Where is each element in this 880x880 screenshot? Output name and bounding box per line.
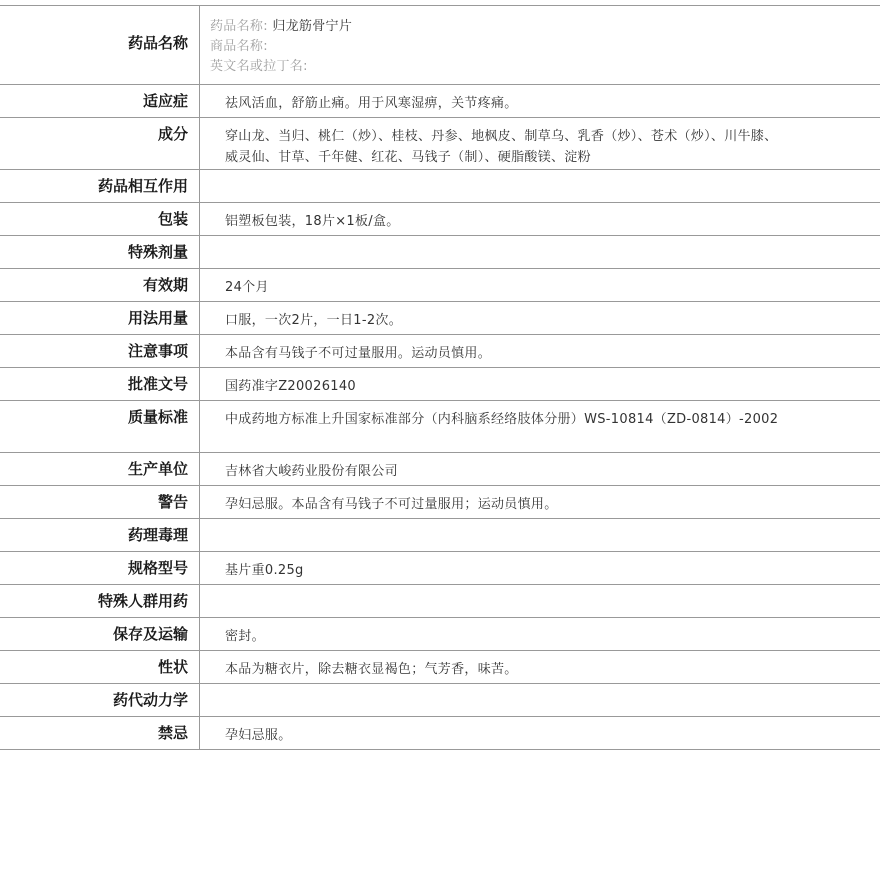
row-value: 24个月 (225, 280, 269, 295)
row-label: 药品相互作用 (0, 170, 200, 202)
row-value: 吉林省大峻药业股份有限公司 (225, 464, 398, 479)
row-value: 国药准字Z20026140 (225, 379, 356, 394)
generic-name-line (210, 17, 790, 37)
table-row (0, 170, 880, 203)
row-label: 包装 (0, 203, 200, 235)
table-row (0, 717, 880, 750)
table-row (0, 585, 880, 618)
table-row (0, 651, 880, 684)
row-label: 有效期 (0, 269, 200, 301)
row-label: 成分 (0, 118, 200, 169)
table-row (0, 85, 880, 118)
table-row (0, 453, 880, 486)
row-label: 特殊人群用药 (0, 585, 200, 617)
row-value: 本品为糖衣片，除去糖衣显褐色；气芳香，味苦。 (225, 662, 518, 677)
row-value (200, 170, 880, 202)
row-value: 基片重0.25g (225, 563, 304, 578)
row-label: 禁忌 (0, 717, 200, 749)
table-row (0, 203, 880, 236)
generic-name-value: 归龙筋骨宁片 (272, 19, 353, 34)
drug-name-values (200, 6, 880, 84)
table-row (0, 486, 880, 519)
row-value (200, 519, 880, 551)
row-label: 药理毒理 (0, 519, 200, 551)
row-label: 批准文号 (0, 368, 200, 400)
table-row (0, 368, 880, 401)
table-row (0, 118, 880, 170)
row-label: 警告 (0, 486, 200, 518)
table-row (0, 269, 880, 302)
row-value: 密封。 (225, 629, 265, 644)
row-label: 特殊剂量 (0, 236, 200, 268)
table-row (0, 335, 880, 368)
generic-name-prefix: 药品名称: (210, 19, 268, 34)
row-label: 规格型号 (0, 552, 200, 584)
row-label: 性状 (0, 651, 200, 683)
table-row (0, 302, 880, 335)
row-value: 口服，一次2片，一日1-2次。 (225, 313, 403, 328)
row-label: 药代动力学 (0, 684, 200, 716)
row-value: 祛风活血，舒筋止痛。用于风寒湿痹，关节疼痛。 (225, 96, 518, 111)
trade-name-line (210, 37, 790, 57)
table-row (0, 519, 880, 552)
english-name-line (210, 57, 790, 77)
row-label: 药品名称 (0, 6, 200, 84)
table-row (0, 236, 880, 269)
table-row (0, 618, 880, 651)
row-label: 保存及运输 (0, 618, 200, 650)
row-label: 适应症 (0, 85, 200, 117)
row-value: 孕妇忌服。 (225, 728, 292, 743)
row-label: 质量标准 (0, 401, 200, 452)
row-label: 用法用量 (0, 302, 200, 334)
row-value (200, 585, 880, 617)
row-value (200, 236, 880, 268)
english-name-prefix: 英文名或拉丁名: (210, 59, 308, 74)
row-value: 本品含有马钱子不可过量服用。运动员慎用。 (225, 346, 492, 361)
table-row (0, 684, 880, 717)
row-value (200, 684, 880, 716)
row-value: 穿山龙、当归、桃仁（炒）、桂枝、丹参、地枫皮、制草乌、乳香（炒）、苍术（炒）、川牛膝、威灵仙、甘草、千年健、红花、马钱子（制）、硬脂酸镁、淀粉 (225, 129, 778, 165)
drug-info-table (0, 5, 880, 750)
row-label: 生产单位 (0, 453, 200, 485)
row-label: 注意事项 (0, 335, 200, 367)
table-row-drug-name (0, 6, 880, 85)
table-row (0, 552, 880, 585)
trade-name-prefix: 商品名称: (210, 39, 268, 54)
row-value: 中成药地方标准上升国家标准部分（内科脑系经络肢体分册）WS-10814（ZD-0814）-2002 (225, 412, 779, 427)
row-value: 孕妇忌服。本品含有马钱子不可过量服用；运动员慎用。 (225, 497, 558, 512)
row-value: 铝塑板包装，18片×1板/盒。 (225, 214, 400, 229)
table-row (0, 401, 880, 453)
